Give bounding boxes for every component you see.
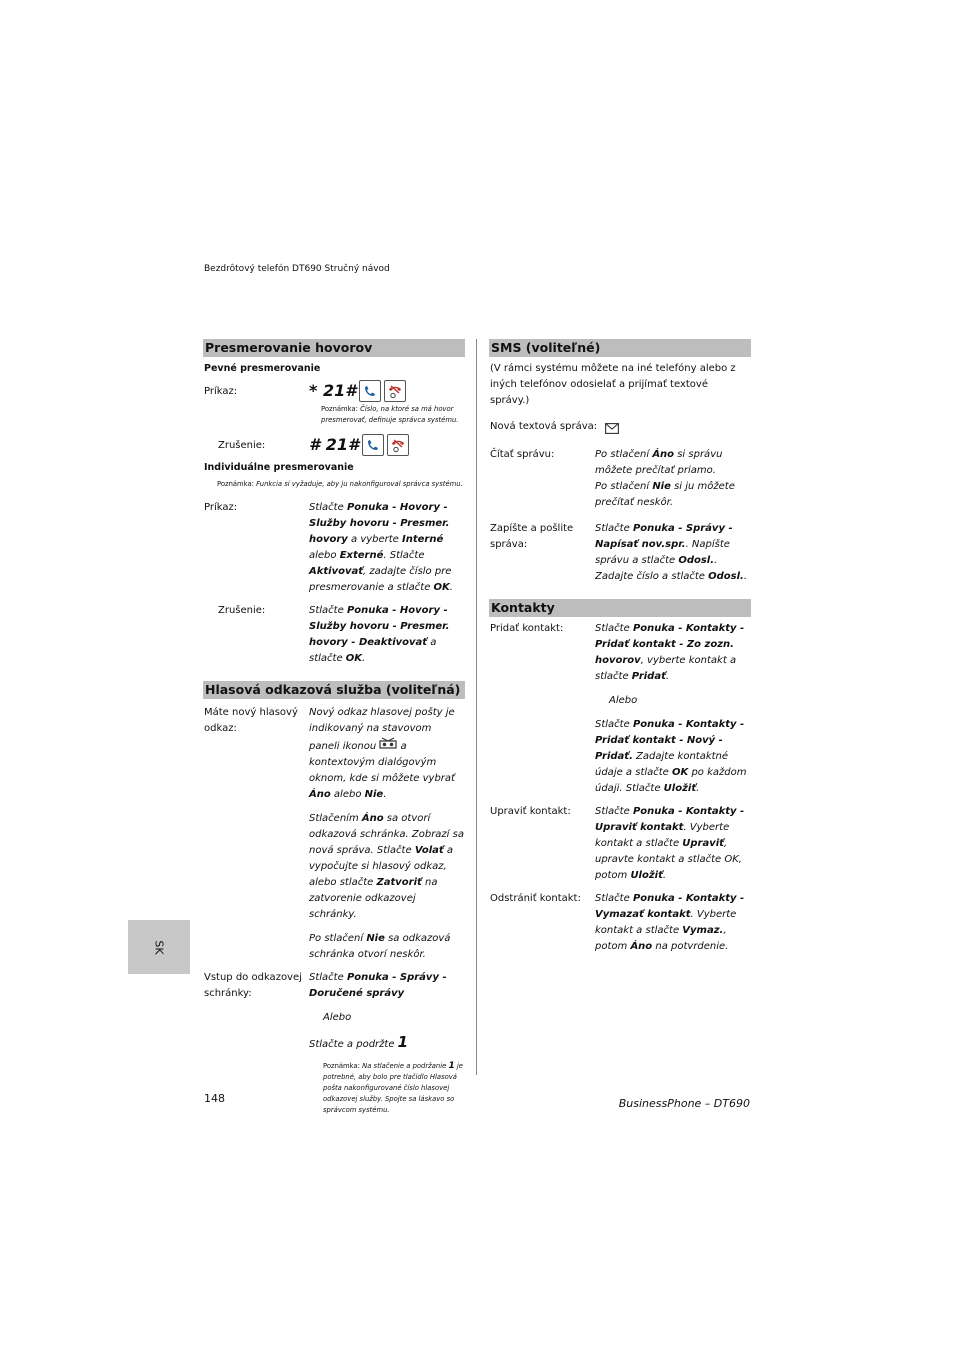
envelope-icon	[605, 423, 619, 440]
voicemail-new-row	[203, 705, 465, 963]
fixed-forward-heading: Pevné presmerovanie	[204, 363, 321, 374]
voicemail-icon	[379, 737, 397, 755]
off-hook-icon	[362, 434, 384, 456]
fixed-cancel-label: Zrušenie:	[218, 440, 266, 451]
on-hook-timer-icon	[384, 380, 406, 402]
sms-new-row	[489, 419, 751, 440]
language-tab	[128, 920, 190, 974]
sms-read-row	[489, 447, 751, 511]
contacts-add-row	[489, 621, 751, 797]
left-column	[203, 339, 465, 1123]
voicemail-hold-text: Stlačte a podržte 1	[309, 1033, 409, 1051]
contacts-or: Alebo	[609, 695, 638, 706]
fixed-command-note: Číslo, na ktoré sa má hovor presmerovať, definuje správca systému.	[321, 405, 459, 424]
sms-write-label: Zapíšte a pošlite správa:	[490, 523, 574, 550]
voicemail-access-row	[203, 970, 465, 1116]
sms-intro: (V rámci systému môžete na iné telefóny alebo z iných telefónov odosielať a prijímať textové správy.)	[490, 363, 736, 406]
fixed-cancel-row	[203, 434, 465, 456]
product-name: BusinessPhone – DT690	[618, 1097, 750, 1110]
contacts-edit-text: Stlačte Ponuka - Kontakty - Upraviť kontakt. Vyberte kontakt a stlačte Upraviť, upravte kontakt a stlačte OK, potom Uložiť.	[595, 806, 745, 881]
running-header: Bezdrôtový telefón DT690 Stručný návod	[204, 264, 390, 274]
sms-read-label: Čítať správu:	[490, 449, 555, 460]
contacts-edit-label: Upraviť kontakt:	[490, 806, 571, 817]
voicemail-or: Alebo	[323, 1012, 352, 1023]
section-title-call-forward: Presmerovanie hovorov	[203, 339, 465, 357]
individual-cancel-row	[203, 603, 465, 667]
voicemail-new-text-2: Stlačením Áno sa otvorí odkazová schránka. Zobrazí sa nová správa. Stlačte Volať a vypočujte si hlasový odkaz, alebo stlačte Zatvoriť na zatvorenie odkazovej schránky.	[309, 813, 464, 920]
contacts-add-text-2: Stlačte Ponuka - Kontakty - Pridať kontakt - Nový - Pridať. Zadajte kontaktné údaje a stlačte OK po každom údaji. Stlačte Uložiť.	[595, 719, 747, 794]
voicemail-new-label: Máte nový hlasový odkaz:	[204, 707, 298, 734]
individual-command-label: Príkaz:	[204, 502, 238, 513]
voicemail-new-text-1: Nový odkaz hlasovej pošty je indikovaný na stavovom paneli ikonou a kontextovým dialógovým oknom, kde si môžete vybrať Áno alebo Nie.	[309, 707, 455, 800]
contacts-add-label: Pridať kontakt:	[490, 623, 564, 634]
note-prefix: Poznámka:	[323, 1062, 360, 1070]
language-tab-label: SK	[152, 939, 166, 955]
sms-write-text: Stlačte Ponuka - Správy - Napísať nov.spr.. Napíšte správu a stlačte Odosl.. Zadajte číslo a stlačte Odosl..	[595, 523, 748, 582]
sms-read-text: Po stlačení Áno si správu môžete prečítať priamo. Po stlačení Nie si ju môžete prečítať neskôr.	[595, 449, 735, 508]
note-prefix: Poznámka:	[217, 480, 254, 488]
fixed-command-label: Príkaz:	[204, 386, 238, 397]
voicemail-access-label: Vstup do odkazovej schránky:	[204, 972, 302, 999]
individual-note: Funkcia si vyžaduje, aby ju nakonfiguroval správca systému.	[256, 480, 463, 488]
voicemail-new-text-3: Po stlačení Nie sa odkazová schránka otvorí neskôr.	[309, 933, 451, 960]
sms-new-label: Nová textová správa:	[490, 421, 598, 432]
contacts-delete-label: Odstrániť kontakt:	[490, 893, 581, 904]
off-hook-icon	[359, 380, 381, 402]
individual-cancel-text: Stlačte Ponuka - Hovory - Služby hovoru - Presmer. hovory - Deaktivovať a stlačte OK.	[309, 605, 450, 664]
section-title-sms: SMS (voliteľné)	[489, 339, 751, 357]
sms-write-row	[489, 521, 751, 585]
voicemail-access-text: Stlačte Ponuka - Správy - Doručené správy	[309, 972, 447, 999]
note-prefix: Poznámka:	[321, 405, 358, 413]
on-hook-timer-icon	[387, 434, 409, 456]
contacts-delete-text: Stlačte Ponuka - Kontakty - Vymazať kontakt. Vyberte kontakt a stlačte Vymaz., potom Áno na potvrdenie.	[595, 893, 745, 952]
voicemail-hold-note: Na stlačenie a podržanie 1 je potrebné, aby bolo pre tlačidlo Hlasová pošta nakonfigurované číslo hlasovej odkazovej služby. Spojte sa láskavo so správcom systému.	[323, 1061, 463, 1114]
fixed-command-row	[203, 380, 465, 402]
contacts-delete-row	[489, 891, 751, 955]
section-title-contacts: Kontakty	[489, 599, 751, 617]
individual-forward-heading: Individuálne presmerovanie	[204, 462, 354, 473]
individual-command-text: Stlačte Ponuka - Hovory - Služby hovoru - Presmer. hovory a vyberte Interné alebo Externé. Stlačte Aktivovať, zadajte číslo pre presmerovanie a stlačte OK.	[309, 502, 453, 593]
section-title-voicemail: Hlasová odkazová služba (voliteľná)	[203, 681, 465, 699]
page-number: 148	[204, 1092, 225, 1105]
fixed-cancel-code: # 21#	[309, 435, 360, 454]
contacts-edit-row	[489, 804, 751, 884]
individual-command-row	[203, 500, 465, 596]
right-column	[489, 339, 751, 962]
fixed-command-code: * 21#	[309, 381, 357, 400]
individual-cancel-label: Zrušenie:	[218, 605, 266, 616]
column-divider	[476, 339, 477, 1075]
contacts-add-text-1: Stlačte Ponuka - Kontakty - Pridať kontakt - Zo zozn. hovorov, vyberte kontakt a stlačte Pridať.	[595, 623, 745, 682]
